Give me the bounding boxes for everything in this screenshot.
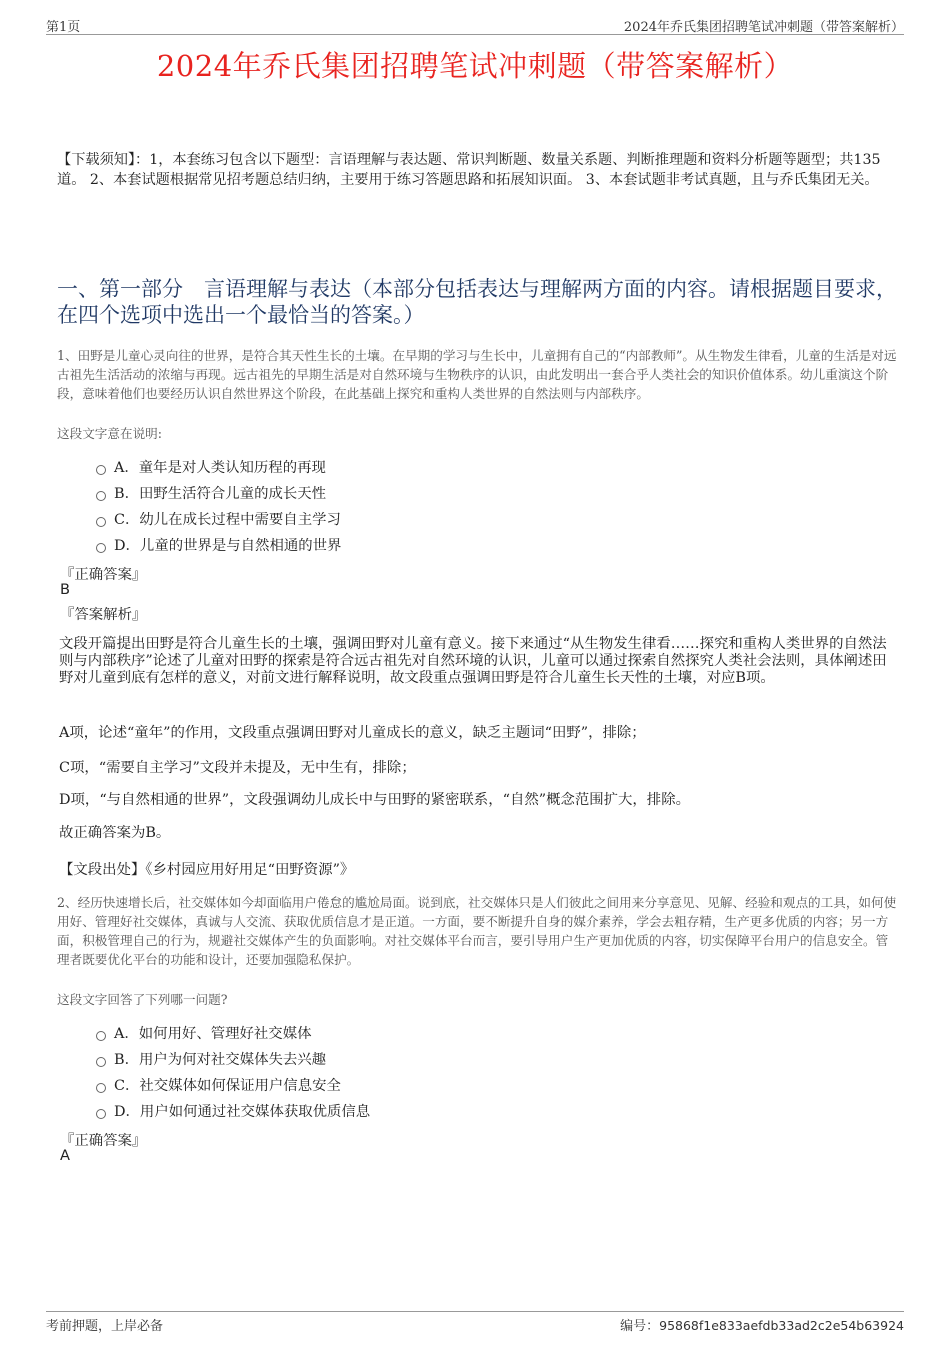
radio-icon[interactable] [96,543,106,553]
option-label: B．田野生活符合儿童的成长天性 [114,486,327,502]
question-1-text: 1、田野是儿童心灵向往的世界，是符合其天性生长的土壤。在早期的学习与生长中，儿童拥有自己的“内部教师”。从生物发生律看，儿童的生活是对远古祖先生活活动的浓缩与再现。远古祖先的早期生活是对自然环境与生物秩序的认识，由此发明出一套合乎人类社会的知识价值体系。幼儿重演这个阶段，意味着他们也要经历认识自然世界这个阶段，在此基础上探究和重构人类世界的自然法则与内部秩序。 [57,348,897,401]
analysis-label: 『答案解析』 [60,607,147,623]
radio-icon[interactable] [96,465,106,475]
radio-icon[interactable] [96,1083,106,1093]
radio-icon[interactable] [96,1109,106,1119]
page-header [46,14,904,35]
header-doc-title: 2024年乔氏集团招聘笔试冲刺题（带答案解析） [623,20,904,35]
option-label: A．童年是对人类认知历程的再现 [114,460,326,476]
analysis-paragraph: C项，“需要自主学习”文段并未提及，无中生有，排除； [59,760,416,776]
option-label: A．如何用好、管理好社交媒体 [114,1026,312,1042]
question-1-options [96,456,341,560]
option-label: B．用户为何对社交媒体失去兴趣 [114,1052,327,1068]
option-b[interactable] [96,482,341,508]
option-label: C．幼儿在成长过程中需要自主学习 [114,512,341,528]
analysis-paragraph: 文段开篇提出田野是符合儿童生长的土壤，强调田野对儿童有意义。接下来通过“从生物发生律看……探究和重构人类世界的自然法则与内部秩序”论述了儿童对田野的探索是符合远古祖先对自然环境的认识，儿童可以通过探索自然探究人类社会法则，具体阐述田野对儿童到底有怎样的意义，对前文进行解释说明，故文段重点强调田野是符合儿童生长天性的土壤，对应B项。 [59,636,887,686]
section-heading: 一、第一部分 言语理解与表达（本部分包括表达与理解两方面的内容。请根据题目要求，在四个选项中选出一个最恰当的答案。） [57,277,897,327]
footer-slogan: 考前押题，上岸必备 [46,1319,164,1334]
page-number: 第1页 [46,20,81,35]
analysis-paragraph: D项，“与自然相通的世界”，文段强调幼儿成长中与田野的紧密联系，“自然”概念范围扩大，排除。 [59,792,690,808]
answer-value: A [60,1147,70,1164]
option-d[interactable] [96,1100,370,1126]
option-c[interactable] [96,508,341,534]
option-label: C．社交媒体如何保证用户信息安全 [114,1078,341,1094]
answer-label: 『正确答案』 [60,1133,147,1149]
question-2-options [96,1022,370,1126]
question-1-prompt: 这段文字意在说明: [57,426,162,441]
passage-source: 【文段出处】《乡村园应用好用足“田野资源”》 [59,862,355,878]
download-notice: 【下载须知】：1，本套练习包含以下题型：言语理解与表达题、常识判断题、数量关系题、判断推理题和资料分析题等题型；共135道。 2、本套试题根据常见招考题总结归纳，主要用于练习答题思路和拓展知识面。 3、本套试题非考试真题，且与乔氏集团无关。 [57,152,881,188]
radio-icon[interactable] [96,491,106,501]
option-a[interactable] [96,1022,370,1048]
answer-label: 『正确答案』 [60,567,147,583]
radio-icon[interactable] [96,517,106,527]
option-label: D．用户如何通过社交媒体获取优质信息 [114,1104,371,1120]
radio-icon[interactable] [96,1031,106,1041]
footer-code [620,1315,904,1334]
question-2-text: 2、经历快速增长后，社交媒体如今却面临用户倦怠的尴尬局面。说到底，社交媒体只是人们彼此之间用来分享意见、见解、经验和观点的工具，如何使用好、管理好社交媒体，真诚与人交流、获取优质信息才是正道。一方面，要不断提升自身的媒介素养，学会去粗存精，生产更多优质的内容；另一方面，积极管理自己的行为，规避社交媒体产生的负面影响。对社交媒体平台而言，要引导用户生产更加优质的内容，切实保障平台用户的信息安全。管理者既要优化平台的功能和设计，还要加强隐私保护。 [57,895,897,967]
analysis-paragraph: 故正确答案为B。 [59,825,171,841]
option-a[interactable] [96,456,341,482]
option-label: D．儿童的世界是与自然相通的世界 [114,538,342,554]
option-c[interactable] [96,1074,370,1100]
question-2-prompt: 这段文字回答了下列哪一问题? [57,992,228,1007]
analysis-paragraph: A项，论述“童年”的作用，文段重点强调田野对儿童成长的意义，缺乏主题词“田野”，排除； [59,725,646,741]
document-title: 2024年乔氏集团招聘笔试冲刺题（带答案解析） [156,49,794,83]
code-value: 95868f1e833aefdb33ad2c2e54b63924 [659,1318,904,1333]
page-footer [46,1311,904,1334]
option-d[interactable] [96,534,341,560]
code-label: 编号： [620,1319,660,1334]
option-b[interactable] [96,1048,370,1074]
radio-icon[interactable] [96,1057,106,1067]
answer-value: B [60,581,71,598]
